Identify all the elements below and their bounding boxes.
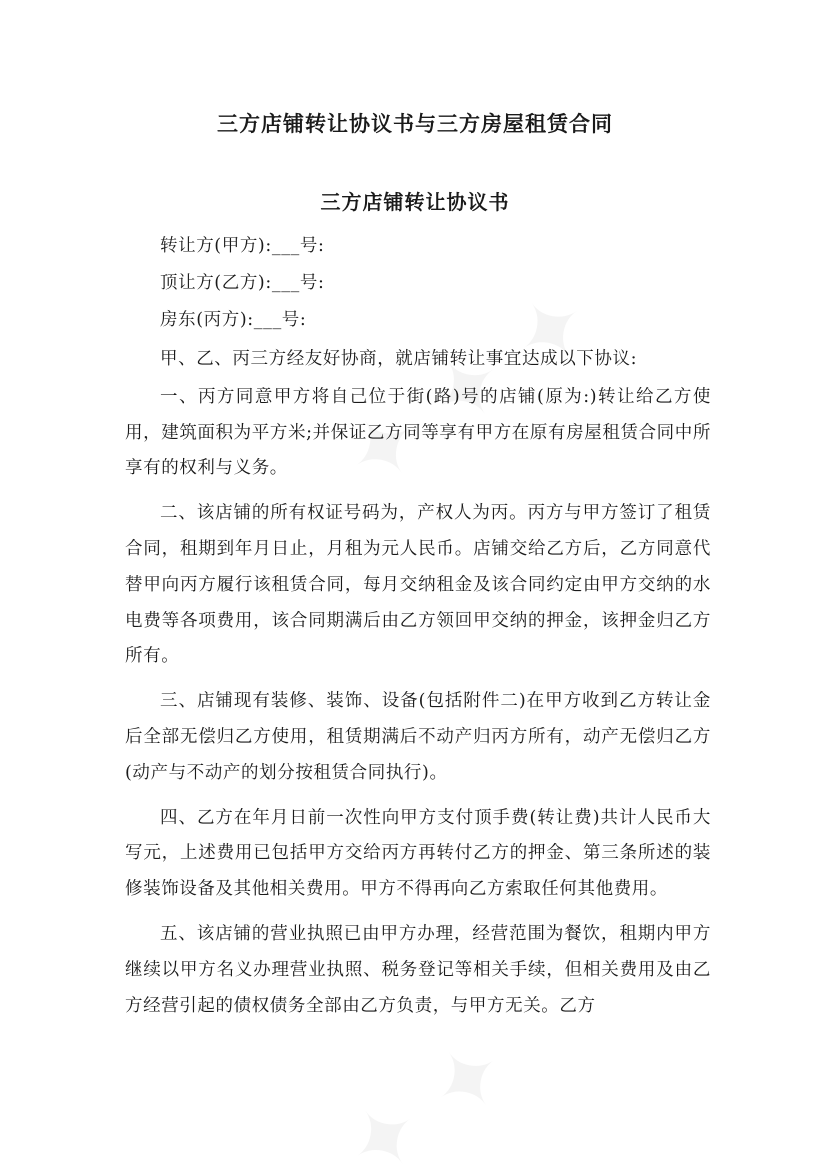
paragraph-intro: 甲、乙、丙三方经友好协商，就店铺转让事宜达成以下协议: — [160, 349, 638, 369]
paragraph-clause-3: 三、店铺现有装修、装饰、设备(包括附件二)在甲方收到乙方转让金后全部无偿归乙方使用，租赁期满后不动产归丙方所有，动产无偿归乙方(动产与不动产的划分按租赁合同执行)。 — [125, 691, 711, 783]
paragraph-clause-2: 二、该店铺的所有权证号码为，产权人为丙。丙方与甲方签订了租赁合同，租期到年月日止，月租为元人民币。店铺交给乙方后，乙方同意代替甲向丙方履行该租赁合同，每月交纳租金及该合同约定由甲方交纳的水电费等各项费用，该合同期满后由乙方领回甲交纳的押金，该押金归乙方所有。 — [125, 503, 711, 667]
party-landlord: 房东(丙方):___号: — [160, 310, 307, 330]
paragraph-clause-4: 四、乙方在年月日前一次性向甲方支付顶手费(转让费)共计人民币大写元，上述费用已包括甲方交给丙方再转付乙方的押金、第三条所述的装修装饰设备及其他相关费用。甲方不得再向乙方索取任何其他费用。 — [125, 807, 711, 900]
watermark — [327, 1019, 527, 1174]
paragraph-clause-5: 五、该店铺的营业执照已由甲方办理，经营范围为餐饮，租期内甲方继续以甲方名义办理营业执照、税务登记等相关手续，但相关费用及由乙方经营引起的债权债务全部由乙方负责，与甲方无关。乙方 — [125, 923, 711, 1016]
paragraph-clause-1: 一、丙方同意甲方将自己位于街(路)号的店铺(原为:)转让给乙方使用，建筑面积为平方米;并保证乙方同等享有甲方在原有房屋租赁合同中所享有的权利与义务。 — [125, 386, 711, 479]
party-transferee: 顶让方(乙方):___号: — [160, 273, 325, 293]
document-main-title: 三方店铺转让协议书与三方房屋租赁合同 — [217, 111, 613, 136]
party-transferor: 转让方(甲方):___号: — [160, 236, 325, 256]
document-body — [125, 228, 711, 1033]
document-sub-title: 三方店铺转让协议书 — [320, 190, 510, 214]
